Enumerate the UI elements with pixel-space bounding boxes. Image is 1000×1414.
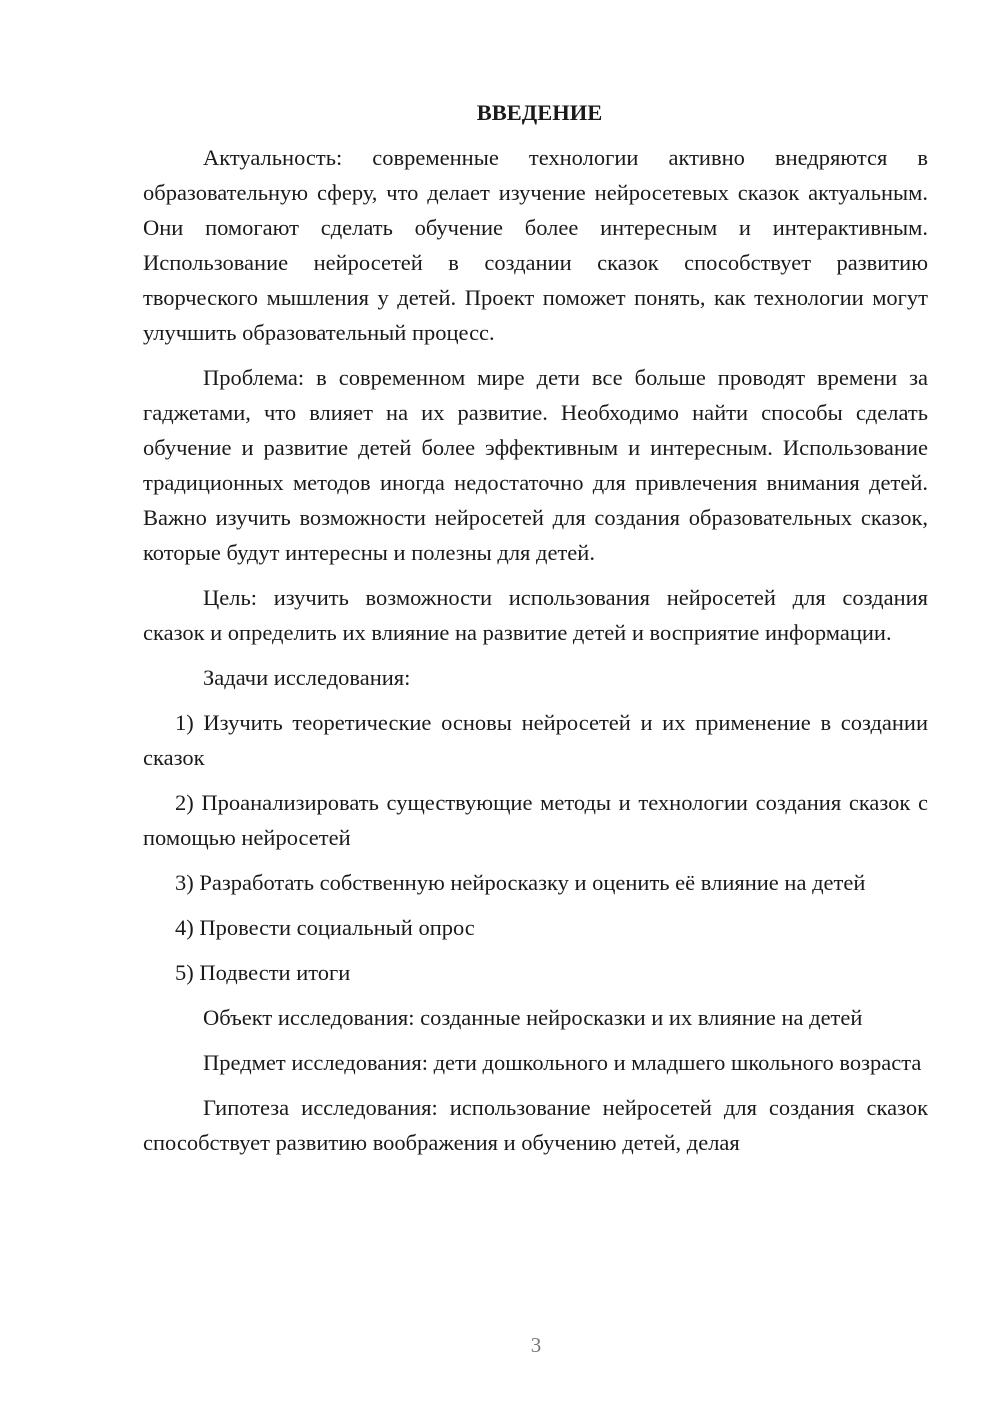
tasks-heading: Задачи исследования: xyxy=(203,665,411,690)
page-number: 3 xyxy=(530,1333,542,1357)
task-item-1: 1) Изучить теоретические основы нейросетей и их применение в создании сказок xyxy=(143,710,928,770)
task-item-5: 5) Подвести итоги xyxy=(175,960,351,985)
page-title: ВВЕДЕНИЕ xyxy=(476,100,603,125)
paragraph-problem: Проблема: в современном мире дети все больше проводят времени за гаджетами, что влияет на их развитие. Необходимо найти способы сделать обучение и развитие детей более эффективным и интересным. Использование традиционных методов иногда недостаточно для привлечения внимания детей. Важно изучить возможности нейросетей для создания образовательных сказок, которые будут интересны и полезны для детей. xyxy=(143,365,928,565)
paragraph-relevance: Актуальность: современные технологии активно внедряются в образовательную сферу, что делает изучение нейросетевых сказок актуальным. Они помогают сделать обучение более интересным и интерактивным. Использование нейросетей в создании сказок способствует развитию творческого мышления у детей. Проект поможет понять, как технологии могут улучшить образовательный процесс. xyxy=(143,145,928,345)
task-item-3: 3) Разработать собственную нейросказку и оценить её влияние на детей xyxy=(175,870,866,895)
task-item-2: 2) Проанализировать существующие методы и технологии создания сказок с помощью нейросетей xyxy=(143,790,928,850)
paragraph-object: Объект исследования: созданные нейросказки и их влияние на детей xyxy=(203,1005,863,1030)
paragraph-subject: Предмет исследования: дети дошкольного и младшего школьного возраста xyxy=(203,1050,922,1075)
paragraph-hypothesis: Гипотеза исследования: использование нейросетей для создания сказок способствует развитию воображения и обучению детей, делая xyxy=(143,1095,928,1155)
task-item-4: 4) Провести социальный опрос xyxy=(175,915,475,940)
paragraph-goal: Цель: изучить возможности использования нейросетей для создания сказок и определить их влияние на развитие детей и восприятие информации. xyxy=(143,585,928,645)
page-content xyxy=(143,95,928,1170)
